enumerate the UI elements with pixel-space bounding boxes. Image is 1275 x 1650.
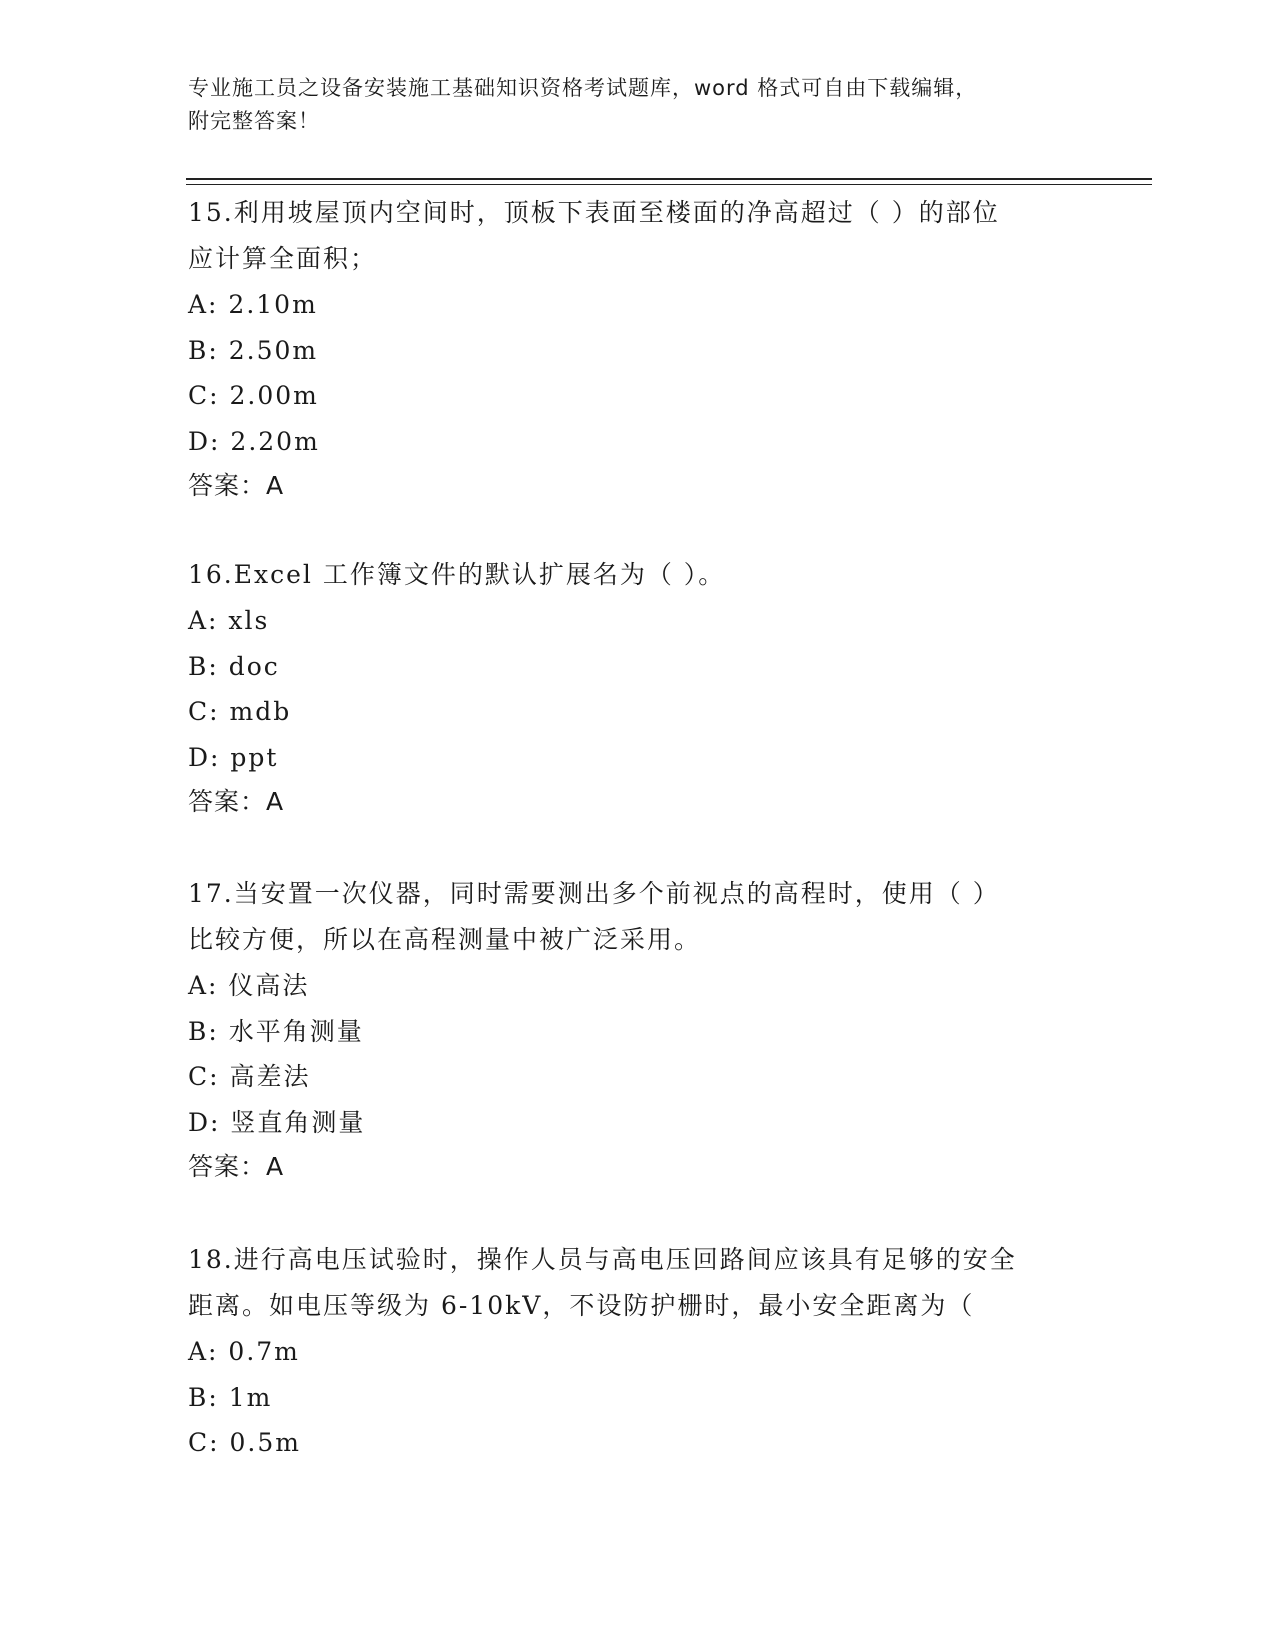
option-b: B: doc	[188, 651, 280, 681]
option-a: A: 仪高法	[188, 971, 310, 1000]
answer-line: 答案：A	[188, 787, 285, 816]
option-c: C: 0.5m	[188, 1428, 301, 1457]
question-16	[188, 552, 725, 824]
question-15	[188, 190, 1000, 508]
option-b: B: 1m	[188, 1382, 273, 1412]
header-divider-thick	[186, 178, 1152, 180]
stem-line: 比较方便，所以在高程测量中被广泛采用。	[188, 925, 702, 954]
stem-line: 15.利用坡屋顶内空间时，顶板下表面至楼面的净高超过（ ）的部位	[188, 198, 1000, 227]
option-d: D: 竖直角测量	[188, 1107, 366, 1137]
stem-line: 18.进行高电压试验时，操作人员与高电压回路间应该具有足够的安全	[188, 1245, 1017, 1274]
option-c: C: mdb	[188, 697, 292, 726]
option-c: C: 高差法	[188, 1062, 311, 1091]
stem-line: 应计算全面积；	[188, 244, 378, 273]
header-line-1: 专业施工员之设备安装施工基础知识资格考试题库，word 格式可自由下载编辑，	[188, 76, 978, 100]
question-18	[188, 1237, 1017, 1466]
option-b: B: 2.50m	[188, 335, 319, 365]
stem-line: 17.当安置一次仪器，同时需要测出多个前视点的高程时，使用（ ）	[188, 879, 1000, 908]
option-b: B: 水平角测量	[188, 1016, 364, 1046]
question-stem	[188, 1237, 1017, 1329]
answer-line: 答案：A	[188, 471, 285, 500]
option-d: D: 2.20m	[188, 426, 320, 456]
document-header	[188, 72, 1148, 138]
answer-line: 答案：A	[188, 1152, 285, 1181]
header-line-2: 附完整答案！	[188, 109, 320, 133]
option-d: D: ppt	[188, 742, 279, 772]
stem-line: 距离。如电压等级为 6-10kV，不设防护栅时，最小安全距离为（	[188, 1291, 975, 1320]
header-divider-thin	[186, 184, 1152, 185]
option-a: A: xls	[188, 606, 270, 635]
option-a: A: 2.10m	[188, 290, 318, 319]
question-stem	[188, 871, 1000, 963]
question-stem	[188, 190, 1000, 282]
option-c: C: 2.00m	[188, 381, 319, 410]
question-17	[188, 871, 1000, 1189]
question-stem	[188, 552, 725, 598]
option-a: A: 0.7m	[188, 1337, 300, 1366]
stem-line: 16.Excel 工作簿文件的默认扩展名为（ ）。	[188, 560, 726, 589]
